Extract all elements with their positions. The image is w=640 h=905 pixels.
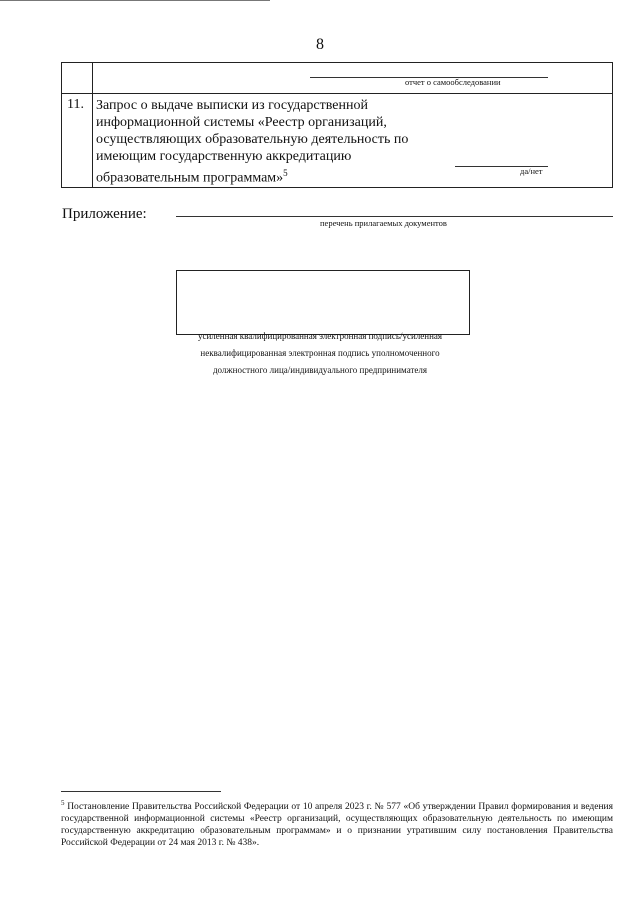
footnote-mark: 5 [61, 799, 65, 807]
signature-caption-line-1: усиленная квалифицированная электронная подпись/усиленная [197, 331, 443, 341]
footnote-reference: 5 [283, 168, 288, 178]
row-number [62, 63, 92, 66]
row-content-cell [93, 94, 613, 188]
footnote-text: Постановление Правительства Российской Федерации от 10 апреля 2023 г. № 577 «Об утверждении Правил формирования и ведения государственной информационной системы «Реестр организаций, осуществляющих образовательную деятельность по имеющим государственную аккредитацию образовательным программам» и о признании утратившим силу постановления Правительства Российской Федерации от 24 мая 2013 г. № 438». [61, 802, 614, 849]
footnote [61, 797, 613, 849]
signature-caption-line-2: неквалифицированная электронная подпись уполномоченного [200, 348, 440, 358]
request-text-body: Запрос о выдаче выписки из государственной информационной системы «Реестр организаций, осуществляющих образовательную деятельность по имеющим государственную аккредитацию образовательным программам» [96, 98, 409, 186]
yes-no-caption: да/нет [520, 166, 543, 176]
page-number: 8 [316, 36, 324, 53]
attachments-caption: перечень прилагаемых документов [320, 218, 447, 228]
electronic-signature-box[interactable] [176, 270, 470, 335]
row-number: 11. [67, 97, 84, 112]
attachments-field[interactable] [176, 216, 613, 217]
form-table [61, 62, 613, 188]
registry-extract-request-text [93, 94, 426, 187]
attachment-label: Приложение: [62, 206, 147, 222]
signature-caption-line-3: должностного лица/индивидуального предпринимателя [212, 365, 428, 375]
row-number-cell [62, 63, 93, 94]
table-row [62, 63, 613, 94]
row-number-cell [62, 94, 93, 188]
top-edge-rule [0, 0, 270, 1]
table-row [62, 94, 613, 188]
footnote-separator [61, 791, 221, 792]
self-examination-report-caption: отчет о самообследовании [405, 77, 501, 87]
row-content-cell [93, 63, 613, 94]
signature-caption [160, 328, 480, 379]
